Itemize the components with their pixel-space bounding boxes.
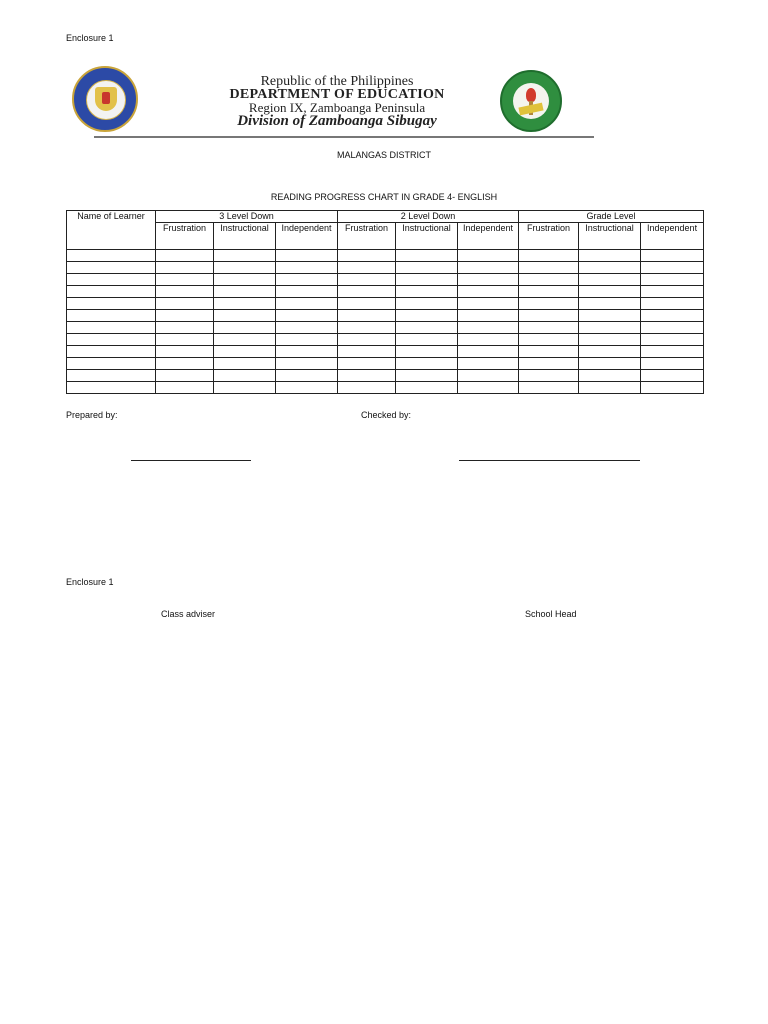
group-header: Grade Level <box>519 211 704 223</box>
level-cell <box>579 370 641 382</box>
level-cell <box>396 370 458 382</box>
table-row <box>67 310 704 322</box>
level-cell <box>579 346 641 358</box>
level-cell <box>519 310 579 322</box>
level-cell <box>641 334 704 346</box>
level-cell <box>519 250 579 262</box>
level-cell <box>519 382 579 394</box>
school-head-label: School Head <box>525 609 577 619</box>
level-cell <box>338 334 396 346</box>
level-cell <box>338 322 396 334</box>
level-cell <box>579 322 641 334</box>
level-cell <box>156 286 214 298</box>
level-cell <box>156 358 214 370</box>
letterhead-department: DEPARTMENT OF EDUCATION <box>229 87 445 102</box>
level-cell <box>214 298 276 310</box>
level-cell <box>214 334 276 346</box>
level-cell <box>396 346 458 358</box>
level-cell <box>519 262 579 274</box>
level-cell <box>458 250 519 262</box>
level-cell <box>519 274 579 286</box>
level-cell <box>519 322 579 334</box>
level-cell <box>458 346 519 358</box>
learner-name-cell <box>67 286 156 298</box>
level-cell <box>396 382 458 394</box>
prepared-by-label: Prepared by: <box>66 410 118 420</box>
level-cell <box>214 250 276 262</box>
name-of-learner-header: Name of Learner <box>67 211 156 250</box>
level-cell <box>276 346 338 358</box>
enclosure-label-bottom: Enclosure 1 <box>66 577 114 587</box>
signature-line-prepared <box>131 460 251 461</box>
level-cell <box>519 358 579 370</box>
level-cell <box>276 322 338 334</box>
level-cell <box>458 382 519 394</box>
subheader-cell: Instructional <box>579 223 641 250</box>
level-cell <box>396 358 458 370</box>
level-cell <box>214 310 276 322</box>
level-cell <box>276 250 338 262</box>
level-cell <box>519 286 579 298</box>
level-cell <box>156 310 214 322</box>
level-cell <box>338 346 396 358</box>
level-cell <box>338 274 396 286</box>
level-cell <box>579 250 641 262</box>
letterhead-division: Division of Zamboanga Sibugay <box>237 113 437 129</box>
level-cell <box>641 310 704 322</box>
table-row <box>67 370 704 382</box>
level-cell <box>396 310 458 322</box>
level-cell <box>579 286 641 298</box>
learner-name-cell <box>67 322 156 334</box>
level-cell <box>276 310 338 322</box>
table-body <box>67 250 704 394</box>
level-cell <box>579 358 641 370</box>
level-cell <box>396 298 458 310</box>
level-cell <box>338 298 396 310</box>
learner-name-cell <box>67 358 156 370</box>
letterhead-rule <box>94 136 594 138</box>
level-cell <box>214 358 276 370</box>
signature-line-checked <box>459 460 640 461</box>
level-cell <box>641 286 704 298</box>
level-cell <box>458 358 519 370</box>
learner-name-cell <box>67 262 156 274</box>
level-cell <box>276 262 338 274</box>
learner-name-cell <box>67 274 156 286</box>
subheader-cell: Independent <box>276 223 338 250</box>
subheader-cell: Instructional <box>396 223 458 250</box>
level-cell <box>458 286 519 298</box>
level-cell <box>458 310 519 322</box>
level-cell <box>579 334 641 346</box>
level-cell <box>156 298 214 310</box>
table-row <box>67 274 704 286</box>
subheader-cell: Independent <box>458 223 519 250</box>
learner-name-cell <box>67 298 156 310</box>
level-cell <box>276 382 338 394</box>
level-cell <box>338 370 396 382</box>
level-cell <box>156 262 214 274</box>
level-cell <box>641 346 704 358</box>
subheader-cell: Independent <box>641 223 704 250</box>
level-cell <box>579 274 641 286</box>
level-cell <box>214 370 276 382</box>
level-cell <box>458 370 519 382</box>
level-cell <box>396 322 458 334</box>
level-cell <box>276 298 338 310</box>
level-cell <box>641 370 704 382</box>
level-cell <box>579 310 641 322</box>
level-cell <box>641 322 704 334</box>
table-row <box>67 334 704 346</box>
level-cell <box>338 358 396 370</box>
level-cell <box>156 382 214 394</box>
level-cell <box>396 274 458 286</box>
level-cell <box>519 370 579 382</box>
level-cell <box>579 382 641 394</box>
level-cell <box>396 262 458 274</box>
level-cell <box>338 286 396 298</box>
table-row <box>67 346 704 358</box>
reading-progress-table <box>66 210 704 394</box>
level-cell <box>396 250 458 262</box>
learner-name-cell <box>67 250 156 262</box>
table-row <box>67 382 704 394</box>
level-cell <box>338 250 396 262</box>
level-cell <box>641 250 704 262</box>
level-cell <box>458 322 519 334</box>
learner-name-cell <box>67 382 156 394</box>
level-cell <box>579 298 641 310</box>
table-row <box>67 298 704 310</box>
enclosure-label-top: Enclosure 1 <box>66 33 114 43</box>
level-cell <box>214 382 276 394</box>
checked-by-label: Checked by: <box>361 410 412 420</box>
table-row <box>67 358 704 370</box>
table-row <box>67 250 704 262</box>
level-cell <box>156 250 214 262</box>
learner-name-cell <box>67 370 156 382</box>
level-cell <box>214 274 276 286</box>
level-cell <box>156 370 214 382</box>
subheader-cell: Frustration <box>519 223 579 250</box>
letterhead <box>72 66 602 146</box>
level-cell <box>641 298 704 310</box>
level-cell <box>156 334 214 346</box>
level-cell <box>458 298 519 310</box>
level-cell <box>214 346 276 358</box>
group-header: 3 Level Down <box>156 211 338 223</box>
level-cell <box>519 298 579 310</box>
subheader-cell: Frustration <box>338 223 396 250</box>
level-cell <box>156 274 214 286</box>
level-cell <box>276 334 338 346</box>
level-cell <box>641 274 704 286</box>
level-cell <box>338 262 396 274</box>
level-cell <box>338 382 396 394</box>
table-row <box>67 286 704 298</box>
learner-name-cell <box>67 310 156 322</box>
level-cell <box>276 358 338 370</box>
table-row <box>67 262 704 274</box>
class-adviser-label: Class adviser <box>161 609 216 619</box>
level-cell <box>579 262 641 274</box>
learner-name-cell <box>67 346 156 358</box>
group-header: 2 Level Down <box>338 211 519 223</box>
level-cell <box>214 322 276 334</box>
level-cell <box>458 274 519 286</box>
district-heading: MALANGAS DISTRICT <box>336 150 431 160</box>
subheader-cell: Frustration <box>156 223 214 250</box>
level-cell <box>458 334 519 346</box>
table-row <box>67 322 704 334</box>
level-cell <box>519 334 579 346</box>
level-cell <box>214 286 276 298</box>
level-cell <box>519 346 579 358</box>
level-cell <box>396 286 458 298</box>
level-cell <box>276 286 338 298</box>
level-cell <box>156 322 214 334</box>
letterhead-region: Region IX, Zamboanga Peninsula <box>248 100 426 115</box>
level-cell <box>338 310 396 322</box>
level-cell <box>641 262 704 274</box>
level-cell <box>156 346 214 358</box>
learner-name-cell <box>67 334 156 346</box>
level-cell <box>641 382 704 394</box>
subheader-cell: Instructional <box>214 223 276 250</box>
level-cell <box>214 262 276 274</box>
level-cell <box>396 334 458 346</box>
chart-title: READING PROGRESS CHART IN GRADE 4- ENGLISH <box>270 192 498 202</box>
letterhead-republic: Republic of the Philippines <box>260 74 414 89</box>
level-cell <box>458 262 519 274</box>
level-cell <box>641 358 704 370</box>
level-cell <box>276 370 338 382</box>
division-seal-logo <box>500 70 562 132</box>
level-cell <box>276 274 338 286</box>
